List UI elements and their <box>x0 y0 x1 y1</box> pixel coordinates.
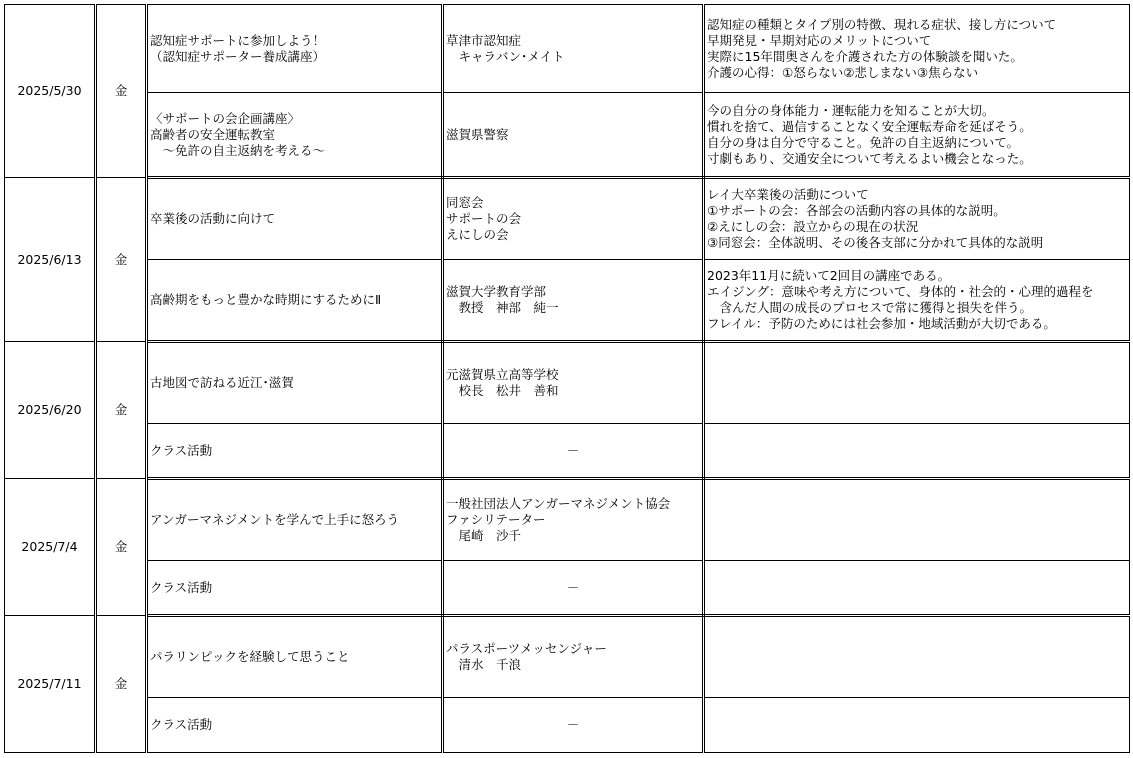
lecturer: － <box>443 424 704 479</box>
lecture-notes: 今の自分の身体能力・運転能力を知ることが大切。 慣れを捨て、過信することなく安全運転寿命を延ばそう。 自分の身は自分で守ること。免許の自主返納について。 寸劇もあり、交通安全について考えるよい機会となった。 <box>704 93 1130 178</box>
lecture-title: アンガーマネジメントを学んで上手に怒ろう <box>147 479 443 561</box>
lecturer: 滋賀県警察 <box>443 93 704 178</box>
lecture-title: 認知症サポートに参加しよう！ （認知症サポーター養成講座） <box>147 5 443 93</box>
lecturer: 同窓会 サポートの会 えにしの会 <box>443 178 704 260</box>
session-date: 2025/6/20 <box>5 342 96 479</box>
lecturer: 一般社団法人アンガーマネジメント協会 ファシリテーター 尾崎 沙千 <box>443 479 704 561</box>
table-row <box>5 424 1130 479</box>
lecture-title: 高齢期をもっと豊かな時期にするためにⅡ <box>147 260 443 342</box>
table-row <box>5 561 1130 616</box>
schedule-table <box>4 4 1130 753</box>
lecture-title: クラス活動 <box>147 698 443 753</box>
lecture-title: 古地図で訪ねる近江･滋賀 <box>147 342 443 424</box>
lecture-notes <box>704 561 1130 616</box>
table-row <box>5 178 1130 260</box>
lecturer: パラスポーツメッセンジャー 清水 千浪 <box>443 616 704 698</box>
table-row <box>5 5 1130 93</box>
session-date: 2025/7/4 <box>5 479 96 616</box>
lecture-title: クラス活動 <box>147 424 443 479</box>
session-day: 金 <box>96 342 147 479</box>
lecture-title: パラリンピックを経験して思うこと <box>147 616 443 698</box>
lecture-title: 〈サポートの会企画講座〉 高齢者の安全運転教室 ～免許の自主返納を考える～ <box>147 93 443 178</box>
table-row <box>5 479 1130 561</box>
lecture-notes <box>704 616 1130 698</box>
lecture-notes: 認知症の種類とタイプ別の特徴、現れる症状、接し方について 早期発見・早期対応のメリットについて 実際に15年間奥さんを介護された方の体験談を聞いた。 介護の心得：①怒らない②悲しまない③焦らない <box>704 5 1130 93</box>
table-row <box>5 342 1130 424</box>
lecturer: 元滋賀県立高等学校 校長 松井 善和 <box>443 342 704 424</box>
session-date: 2025/6/13 <box>5 178 96 342</box>
session-day: 金 <box>96 178 147 342</box>
session-day: 金 <box>96 479 147 616</box>
lecture-notes <box>704 479 1130 561</box>
table-row <box>5 698 1130 753</box>
lecturer: 滋賀大学教育学部 教授 神部 純一 <box>443 260 704 342</box>
lecture-notes <box>704 698 1130 753</box>
lecture-title: クラス活動 <box>147 561 443 616</box>
table-row <box>5 93 1130 178</box>
session-day: 金 <box>96 616 147 753</box>
session-date: 2025/5/30 <box>5 5 96 178</box>
lecturer: － <box>443 561 704 616</box>
table-row <box>5 260 1130 342</box>
lecture-notes: 2023年11月に続いて2回目の講座である。 エイジング：意味や考え方について、身体的・社会的・心理的過程を 含んだ人間の成長のプロセスで常に獲得と損失を伴う。 フレイル：予防のためには社会参加・地域活動が大切である。 <box>704 260 1130 342</box>
lecture-notes <box>704 342 1130 424</box>
lecturer: － <box>443 698 704 753</box>
lecture-notes: レイ大卒業後の活動について ①サポートの会：各部会の活動内容の具体的な説明。 ②えにしの会：設立からの現在の状況 ③同窓会：全体説明、その後各支部に分かれて具体的な説明 <box>704 178 1130 260</box>
session-day: 金 <box>96 5 147 178</box>
lecturer: 草津市認知症 キャラバン･メイト <box>443 5 704 93</box>
session-date: 2025/7/11 <box>5 616 96 753</box>
lecture-notes <box>704 424 1130 479</box>
table-row <box>5 616 1130 698</box>
lecture-title: 卒業後の活動に向けて <box>147 178 443 260</box>
